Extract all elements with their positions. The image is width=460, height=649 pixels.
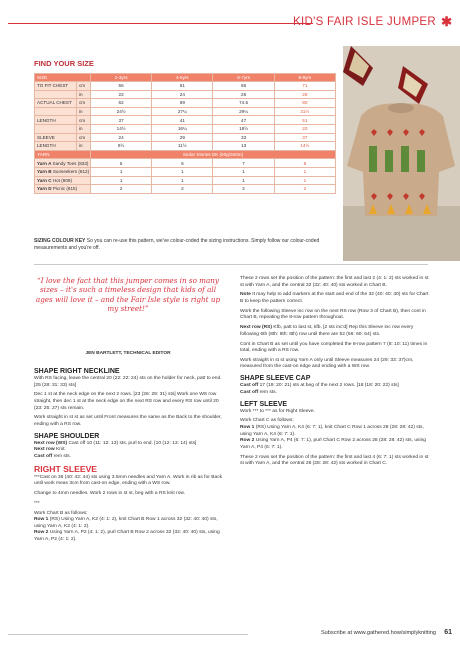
shoulder-row-label: Next row (WS) — [34, 440, 68, 446]
sizing-colour-key — [34, 238, 336, 252]
yarn-colour-name: Picnic (815) — [52, 186, 78, 192]
row-1-label: Row 1 — [34, 517, 49, 523]
shoulder-next-label: Next row — [34, 447, 55, 453]
yarn-value-cell: 1 — [91, 167, 152, 176]
size-value-cell: 13 — [213, 142, 274, 151]
size-value-cell: 14½ — [274, 142, 335, 151]
cap-castoff-label: Cast off — [240, 383, 259, 389]
row-2-label: Row 2 — [34, 530, 49, 536]
c-row-1-label: Row 1 — [240, 425, 255, 430]
yarn-value-cell: 5 — [91, 159, 152, 168]
yarn-row — [35, 167, 336, 176]
yarn-row — [35, 159, 336, 168]
shoulder-castoff-text: rem sts. — [52, 453, 71, 459]
next-row-body: Kfb, patt to last st, kfb. [2 sts inc'd] Rep this Sleeve inc row every following 6th (8th: 8th: 8th) row until there are 52 (56: 60: 64) sts. — [240, 325, 414, 337]
size-row — [35, 124, 336, 133]
straight-text: Work straight in st st using Yarn A only until Sleeve measures 24 (29: 33: 37)cm, measured from the cast-on edge and ending with a WS row. — [240, 357, 414, 370]
left-sleeve-heading: LEFT SLEEVE — [240, 400, 288, 408]
right-column — [240, 276, 430, 471]
size-value-cell: 37 — [274, 133, 335, 142]
neckline-text-2: Dec 1 st at the neck edge on the next 2 rows. [23 (26: 29: 31) sts] Work one WS row straight, then dec 1 st at the neck edge on the next RS row and every RS row until 20 (23: 25: 27) sts remain. — [34, 392, 219, 411]
size-value-cell: 27¼ — [152, 107, 213, 116]
size-row — [35, 99, 336, 108]
size-row — [35, 107, 336, 116]
size-row-unit: cm — [77, 99, 91, 108]
size-header-cell: 4-5yrs — [152, 74, 213, 82]
size-row-label — [35, 124, 77, 133]
size-value-cell: 80 — [274, 99, 335, 108]
row-1-text: (RS) Using Yarn A, K2 (4: 1: 2), knit Chart B Row 1 across 32 (32: 40: 40) sts, using Yarn A, K2 (4: 1: 2). — [34, 517, 218, 529]
yarn-letter: Yarn D — [37, 186, 53, 192]
size-header-label: SIZE — [35, 74, 91, 82]
yarn-value-cell: 2 — [274, 185, 335, 194]
find-size-title: FIND YOUR SIZE — [34, 59, 94, 68]
yarn-label — [35, 185, 91, 194]
shoulder-castoff-label: Cast off — [34, 453, 53, 459]
cap-castoff-text: 17 (19: 20: 21) sts at beg of the next 2 rows. [18 (18: 20: 22) sts] — [258, 383, 399, 389]
subscribe-link[interactable]: Subscribe at www.gathered.how/simplyknitting — [320, 630, 436, 636]
size-value-cell: 14½ — [91, 124, 152, 133]
size-header-cell: 8-9yrs — [274, 74, 335, 82]
size-row-unit: cm — [77, 82, 91, 91]
size-value-cell: 62 — [91, 99, 152, 108]
c-row-2-text: Using Yarn A, P4 (6: 7: 1), purl Chart C Row 2 across 28 (28: 28: 42) sts, using Yarn A, P4 (6: 7: 1). — [240, 438, 427, 450]
size-row — [35, 142, 336, 151]
size-value-cell: 37 — [91, 116, 152, 125]
size-value-cell: 33 — [213, 133, 274, 142]
size-value-cell: 66 — [213, 82, 274, 91]
size-row-unit: cm — [77, 133, 91, 142]
neckline-text-1: With RS facing, leave the central 20 (22: 22: 24) sts on the holder for neck, patt to end. [25 (28: 31: 33) sts] — [34, 376, 222, 388]
c-row-1-text: (RS) Using Yarn A, K4 (6: 7: 1), knit Chart C Row 1 across 28 (28: 28: 42) sts, using Yarn A, K4 (6: 7: 1). — [240, 425, 424, 437]
size-row-unit: in — [77, 107, 91, 116]
shoulder-text-1 — [34, 441, 224, 461]
size-value-cell: 31½ — [274, 107, 335, 116]
size-row-unit: in — [77, 90, 91, 99]
left-sleeve-text: Work *** to *** as for Right Sleeve. — [240, 408, 315, 414]
shoulder-row-text: Cast off 10 (11: 12: 13) sts, purl to end. [10 (12: 13: 14) sts] — [67, 440, 197, 446]
jumper-photo — [343, 46, 460, 261]
section-divider — [34, 264, 428, 265]
pattern-position-text: These 2 rows set the position of the pattern: the first and last 2 (4: 1: 2) sts worked in st st with Yarn A, and the central 32 (32: 40: 40) sts worked in Chart B. — [240, 276, 429, 288]
size-value-cell: 22 — [91, 90, 152, 99]
right-sleeve-heading: RIGHT SLEEVE — [34, 463, 98, 474]
size-value-cell: 51 — [274, 116, 335, 125]
yarn-row — [35, 185, 336, 194]
size-table — [34, 73, 336, 194]
yarn-value-cell: 6 — [152, 159, 213, 168]
sleeve-inc-text: Work the following Sleeve inc row on the next RS row (Row 3 of Chart B), then cont in Chart B, repeating the 8-row pattern throughout. — [240, 308, 426, 321]
size-row — [35, 133, 336, 142]
shape-right-neckline-heading: SHAPE RIGHT NECKLINE — [34, 368, 120, 375]
size-row-label: LENGTH — [35, 142, 77, 151]
size-value-cell: 28 — [274, 90, 335, 99]
size-value-cell: 29 — [152, 133, 213, 142]
key-text: So you can re-use this pattern, we've colour-coded the sizing instructions. Simply follow our colour-coded measurements and you're off. — [34, 238, 320, 251]
size-value-cell: 11½ — [152, 142, 213, 151]
size-row-label: LENGTH — [35, 116, 77, 125]
cap-rem-label: Cast off — [240, 389, 259, 395]
sleeve-text-1: ***Cast on 36 (40: 42: 44) sts using 3.5mm needles and Yarn A. Work in rib as for Back until work meas 3cm from cast-on edge, ending with a WS row. — [34, 474, 223, 487]
sleeve-text-3: *** — [34, 500, 40, 506]
page-header — [0, 14, 460, 34]
size-value-cell: 74.5 — [213, 99, 274, 108]
size-value-cell: 41 — [152, 116, 213, 125]
left-column — [34, 367, 224, 547]
size-value-cell: 69 — [152, 99, 213, 108]
chart-b-intro: Work Chart B as follows: — [34, 510, 88, 516]
yarn-value-cell: 1 — [274, 176, 335, 185]
yarn-value-cell: 1 — [274, 167, 335, 176]
chart-c-text — [240, 418, 430, 451]
yarn-name: Sirdar Stories DK (50g/340m) — [91, 150, 336, 159]
note-text — [240, 292, 430, 305]
size-header-row — [35, 74, 336, 82]
c-row-2-label: Row 2 — [240, 438, 255, 444]
chart-c-position-text: These 2 rows set the position of the pattern: the first and last 4 (6: 7: 1) sts worked in st st with Yarn A, and the central 28 (28: 28: 42) sts worked in Chart C. — [240, 454, 429, 467]
size-row-label — [35, 107, 77, 116]
header-title: KID'S FAIR ISLE JUMPER — [293, 16, 436, 28]
size-row-unit: in — [77, 142, 91, 151]
yarn-letter: Yarn C — [37, 177, 53, 183]
size-value-cell: 47 — [213, 116, 274, 125]
cap-text — [240, 383, 430, 396]
footer-rule — [8, 634, 248, 635]
size-row-unit: in — [77, 124, 91, 133]
sleeve-text-4 — [34, 511, 224, 544]
yarn-value-cell: 1 — [213, 176, 274, 185]
cap-rem-text: rem sts. — [258, 389, 277, 395]
size-row — [35, 82, 336, 91]
yarn-colour-name: Hot (809) — [52, 177, 72, 183]
yarn-value-cell: 8 — [274, 159, 335, 168]
chart-b-cont-text: Cont in Chart B as set until you have completed the 8-row pattern 7 (8: 10: 11) times in total, ending with a RS row. — [240, 341, 428, 354]
yarn-letter: Yarn A — [37, 160, 53, 166]
shape-shoulder-heading: SHAPE SHOULDER — [34, 432, 100, 440]
size-row-label: ACTUAL CHEST — [35, 99, 77, 108]
sleeve-text-2: Change to 4mm needles. Work 2 rows in st st, beg with a RS knit row. — [34, 491, 186, 497]
yarn-value-cell: 2 — [152, 185, 213, 194]
size-row-unit: cm — [77, 116, 91, 125]
yarn-letter: Yarn B — [37, 169, 53, 175]
page-number: 61 — [444, 629, 452, 636]
yarn-label — [35, 159, 91, 168]
size-value-cell: 24½ — [91, 107, 152, 116]
size-row — [35, 116, 336, 125]
header-rule — [8, 23, 313, 24]
yarn-header-row — [35, 150, 336, 159]
key-title: SIZING COLOUR KEY — [34, 238, 86, 244]
pull-quote: “I love the fact that this jumper comes in so many sizes – it's such a timeless design that kids of all ages will love it – and the Fair Isle style is right up my street!” — [35, 276, 221, 314]
next-row-label: Next row (RS) — [240, 325, 273, 331]
size-value-cell: 24 — [91, 133, 152, 142]
yarn-header-label: YARN — [35, 150, 91, 159]
size-row-label — [35, 90, 77, 99]
yarn-label — [35, 167, 91, 176]
chart-c-intro: Work Chart C as follows: — [240, 418, 294, 424]
yarn-value-cell: 1 — [213, 167, 274, 176]
note-body: It may help to add markers at the start and end of the 32 (40: 40: 40) sts for Chart B to keep the pattern correct. — [240, 292, 429, 304]
quote-credit: JEN BARTLETT, TECHNICAL EDITOR — [85, 351, 171, 356]
size-value-cell: 29¼ — [213, 107, 274, 116]
shoulder-next-text: Knit. — [54, 447, 66, 453]
size-value-cell: 61 — [152, 82, 213, 91]
yarn-value-cell: 1 — [152, 167, 213, 176]
size-value-cell: 9½ — [91, 142, 152, 151]
jumper-photo-illustration — [343, 46, 460, 261]
yarn-value-cell: 1 — [152, 176, 213, 185]
next-row-text — [240, 325, 430, 338]
neckline-text-3: Work straight in st st as set until Front measures the same as the Back to the shoulder, ending with a RS row. — [34, 415, 222, 427]
size-value-cell: 56 — [91, 82, 152, 91]
size-row-label: SLEEVE — [35, 133, 77, 142]
yarn-value-cell: 2 — [91, 185, 152, 194]
note-label: Note — [240, 292, 251, 298]
yarn-row — [35, 176, 336, 185]
yarn-value-cell: 7 — [213, 159, 274, 168]
yarn-label — [35, 176, 91, 185]
size-row-label: TO FIT CHEST — [35, 82, 77, 91]
yarn-colour-name: Sandy Toes (833) — [52, 160, 89, 166]
asterisk-icon: ✱ — [441, 14, 452, 29]
size-value-cell: 71 — [274, 82, 335, 91]
size-header-cell: 2-3yrs — [91, 74, 152, 82]
size-row — [35, 90, 336, 99]
yarn-value-cell: 2 — [213, 185, 274, 194]
yarn-colour-name: Sunseekers (812) — [52, 169, 90, 175]
size-value-cell: 16¼ — [152, 124, 213, 133]
size-value-cell: 26 — [213, 90, 274, 99]
row-2-text: Using Yarn A, P2 (4: 1: 2), purl Chart B Row 2 across 32 (32: 40: 40) sts, using Yarn A, P2 (4: 1: 2). — [34, 530, 220, 542]
size-value-cell: 18½ — [213, 124, 274, 133]
size-header-cell: 6-7yrs — [213, 74, 274, 82]
yarn-value-cell: 1 — [91, 176, 152, 185]
size-value-cell: 20 — [274, 124, 335, 133]
shape-sleeve-cap-heading: SHAPE SLEEVE CAP — [240, 375, 311, 383]
page-footer — [0, 630, 460, 642]
size-value-cell: 24 — [152, 90, 213, 99]
